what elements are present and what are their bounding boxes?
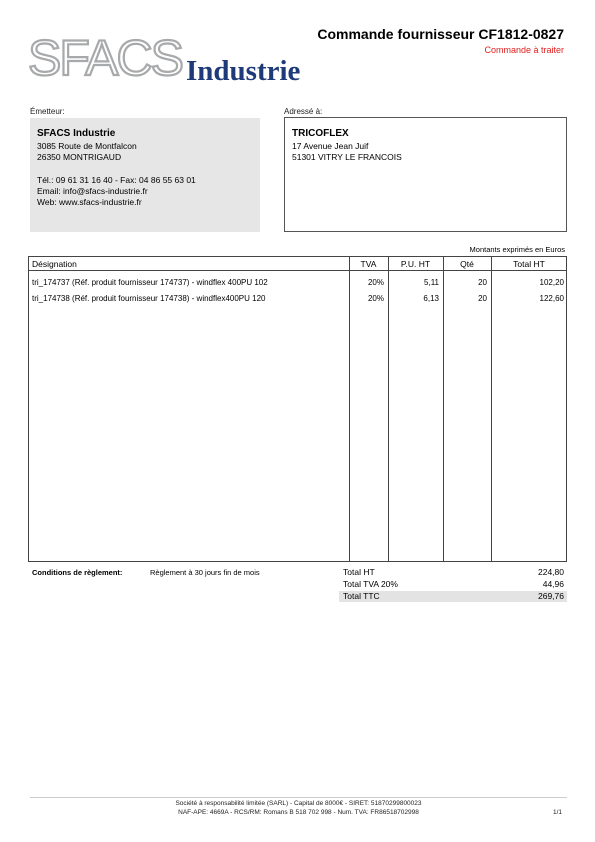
header-quantity: Qté <box>460 259 474 269</box>
document-status: Commande à traiter <box>484 45 564 55</box>
row-2-total: 122,60 <box>539 294 564 303</box>
row-1-designation: tri_174737 (Réf. produit fournisseur 174737) - windflex 400PU 102 <box>32 278 268 287</box>
row-1-total: 102,20 <box>539 278 564 287</box>
header-total: Total HT <box>513 259 545 269</box>
recipient-label: Adressé à: <box>284 107 323 116</box>
recipient-name: TRICOFLEX <box>292 128 349 139</box>
total-ht-label: Total HT <box>343 567 375 577</box>
logo-wordmark: SFACS <box>28 30 182 86</box>
order-lines-table <box>28 256 567 562</box>
recipient-address-line2: 51301 VITRY LE FRANCOIS <box>292 152 402 162</box>
footer-divider <box>30 797 567 798</box>
sender-web: Web: www.sfacs-industrie.fr <box>37 197 142 207</box>
total-ttc-value: 269,76 <box>538 591 564 601</box>
total-ttc-label: Total TTC <box>343 591 380 601</box>
row-2-unit-price: 6,13 <box>423 294 439 303</box>
sender-name: SFACS Industrie <box>37 128 116 139</box>
row-2-tva: 20% <box>367 294 384 303</box>
footer-legal-line2: NAF-APE: 4669A - RCS/RM: Romans B 518 702 998 - Num. TVA: FR86518702998 <box>178 809 419 816</box>
sender-email: Email: info@sfacs-industrie.fr <box>37 186 148 196</box>
header-divider <box>29 270 566 271</box>
header-tva: TVA <box>360 259 377 269</box>
recipient-box <box>284 117 567 232</box>
total-tva-label: Total TVA 20% <box>343 579 398 589</box>
footer-legal-line1: Société à responsabilité limitée (SARL) - Capital de 8000€ - SIRET: 51870299800023 <box>175 800 422 807</box>
sender-phone: Tél.: 09 61 31 16 40 - Fax: 04 86 55 63 01 <box>37 175 196 185</box>
payment-conditions-value: Règlement à 30 jours fin de mois <box>150 568 260 577</box>
total-tva-value: 44,96 <box>542 579 564 589</box>
row-1-quantity: 20 <box>478 278 487 287</box>
logo-subtext: Industrie <box>186 55 301 87</box>
header-designation: Désignation <box>32 259 77 269</box>
recipient-address-line1: 17 Avenue Jean Juif <box>292 141 369 151</box>
company-logo <box>30 30 320 88</box>
sender-address-line2: 26350 MONTRIGAUD <box>37 152 122 162</box>
sender-box <box>30 118 260 232</box>
total-ht-row <box>339 567 567 578</box>
page-number: 1/1 <box>552 809 562 816</box>
row-2-designation: tri_174738 (Réf. produit fournisseur 174738) - windflex400PU 120 <box>32 294 266 303</box>
sender-label: Émetteur: <box>30 107 65 116</box>
row-1-unit-price: 5,11 <box>424 278 439 287</box>
payment-conditions-label: Conditions de règlement: <box>32 568 123 577</box>
row-1-tva: 20% <box>367 278 384 287</box>
row-2-quantity: 20 <box>478 294 487 303</box>
document-title: Commande fournisseur CF1812-0827 <box>317 26 564 42</box>
currency-note: Montants exprimés en Euros <box>469 245 565 254</box>
total-tva-row <box>339 579 567 590</box>
total-ht-value: 224,80 <box>538 567 564 577</box>
header-unit-price: P.U. HT <box>400 259 431 269</box>
total-ttc-row <box>339 591 567 602</box>
sender-address-line1: 3085 Route de Montfalcon <box>37 141 137 151</box>
